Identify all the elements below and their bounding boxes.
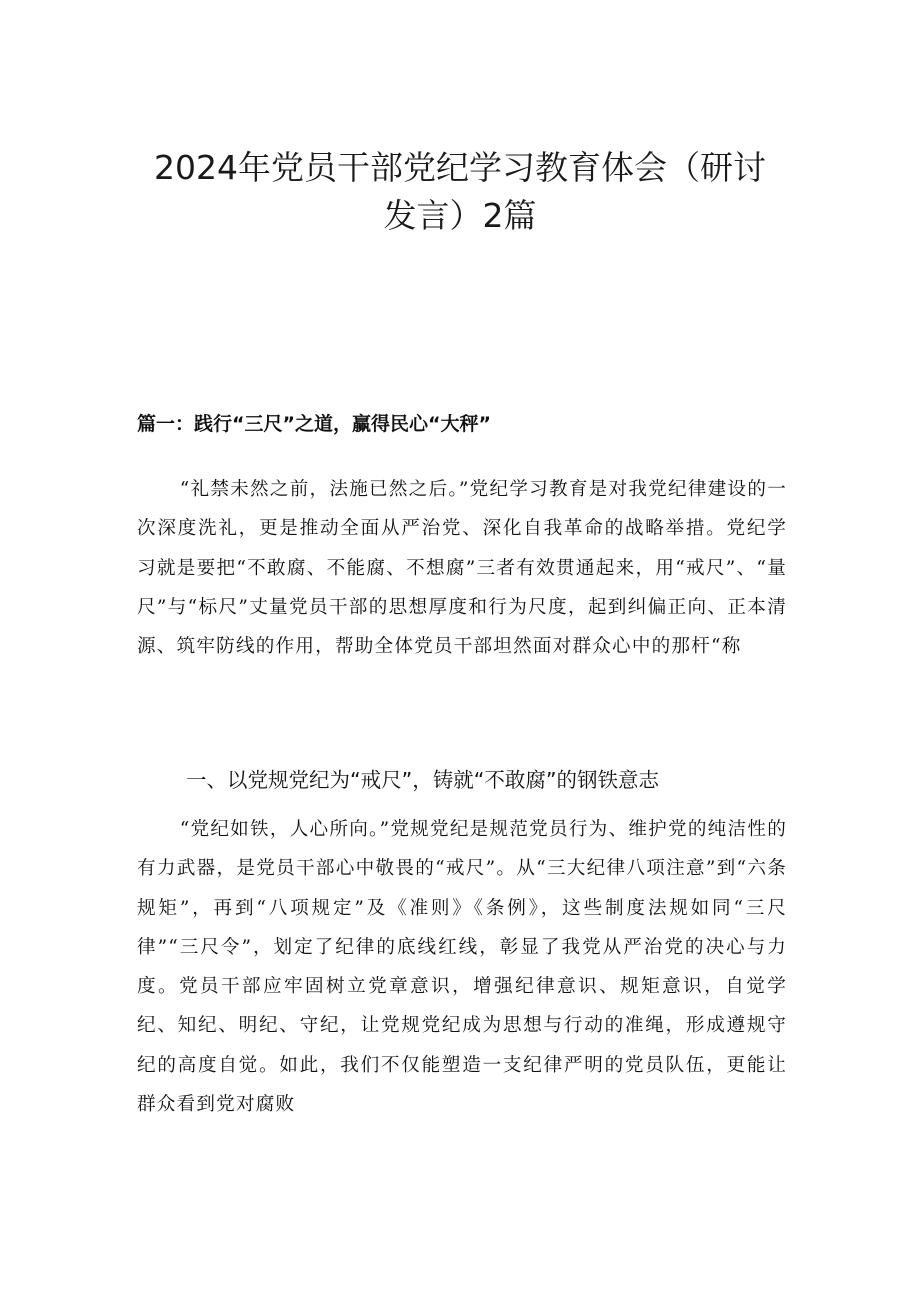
subheading-1: 一、以党规党纪为“戒尺”，铸就“不敢腐”的钢铁意志 (186, 768, 659, 792)
section-heading: 篇一：践行“三尺”之道，赢得民心“大秤” (137, 413, 491, 435)
document-title-line-2: 发言）2篇 (383, 196, 537, 235)
body-paragraph-2: “党纪如铁，人心所向。”党规党纪是规范党员行为、维护党的纯洁性的有力武器，是党员干部心中敬畏的“戒尺”。从“三大纪律八项注意”到“六条规矩”，再到“八项规定”及《准则》《条例》，这些制度法规如同“三尺律”“三尺令”，划定了纪律的底线红线，彰显了我党从严治党的决心与力度。党员干部应牢固树立党章意识，增强纪律意识、规矩意识，自觉学纪、知纪、明纪、守纪，让党规党纪成为思想与行动的准绳，形成遵规守纪的高度自觉。如此，我们不仅能塑造一支纪律严明的党员队伍，更能让群众看到党对腐败 (137, 819, 787, 1116)
document-title-line-1: 2024年党员干部党纪学习教育体会（研讨 (154, 148, 766, 187)
body-paragraph-1: “礼禁未然之前，法施已然之后。”党纪学习教育是对我党纪律建设的一次深度洗礼，更是推动全面从严治党、深化自我革命的战略举措。党纪学习就是要把“不敢腐、不能腐、不想腐”三者有效贯通起来，用“戒尺”、“量尺”与“标尺”丈量党员干部的思想厚度和行为尺度，起到纠偏正向、正本清源、筑牢防线的作用，帮助全体党员干部坦然面对群众心中的那杆“称 (137, 479, 787, 658)
